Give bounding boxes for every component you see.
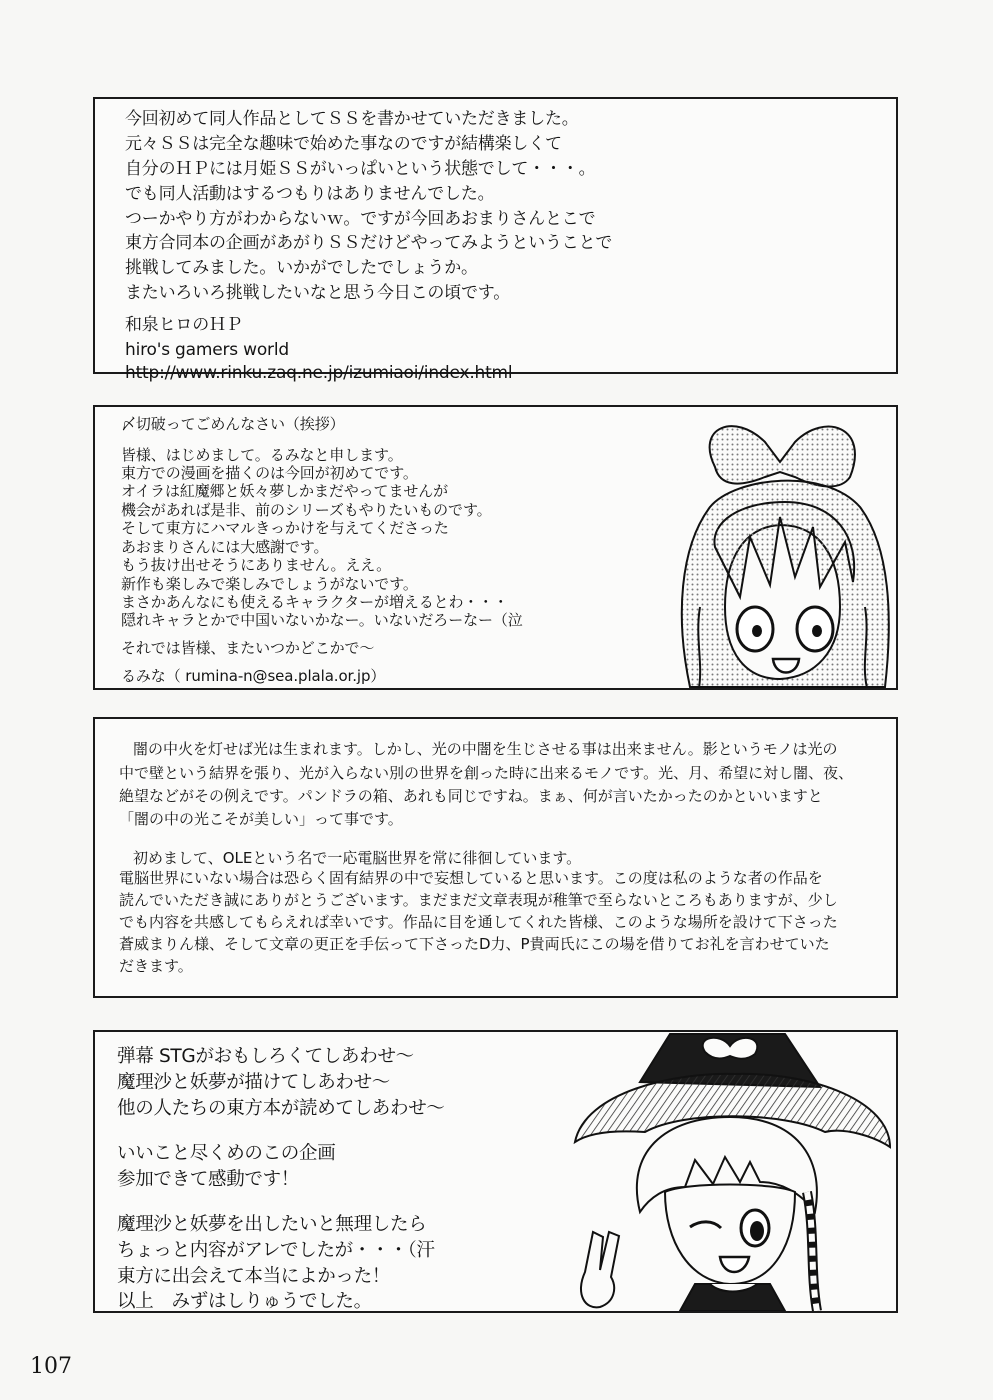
text-line: 以上 みずはしりゅうでした。 <box>117 1291 372 1312</box>
afterword-box-izumi-hiro <box>93 97 898 383</box>
text-line: 皆様、はじめまして。るみなと申します。 <box>121 446 403 464</box>
afterword-box-mizuhashi <box>93 1030 898 1313</box>
text-line: 東方に出会えて本当によかった！ <box>117 1266 391 1287</box>
author-email[interactable]: るみな（ rumina-n@sea.plala.or.jp） <box>121 667 386 685</box>
text-line: オイラは紅魔郷と妖々夢しかまだやってませんが <box>121 482 449 500</box>
text-line: 隠れキャラとかで中国いないかなー。いないだろーなー（泣 <box>121 611 523 629</box>
homepage-title: 和泉ヒロのＨＰ <box>125 315 243 335</box>
text-line: 「闇の中の光こそが美しい」って事です。 <box>119 810 403 828</box>
text-line: 自分のＨＰには月姫ＳＳがいっぱいという状態でして・・・。 <box>125 159 596 179</box>
afterword-box-ole <box>93 717 898 998</box>
text-line: 闇の中火を灯せば光は生まれます。しかし、光の中闇を生じさせる事は出来ません。影というモノは光の <box>133 740 838 758</box>
witch-girl-illustration <box>545 1032 898 1311</box>
text-line: 魔理沙と妖夢を出したいと無理したら <box>117 1214 427 1235</box>
text-line: それでは皆様、またいつかどこかで～ <box>121 639 375 657</box>
text-line: 挑戦してみました。いかがでしたでしょうか。 <box>125 258 478 278</box>
text-line: つーかやり方がわからないｗ。ですが今回あおまりさんとこで <box>125 209 596 229</box>
homepage-url[interactable]: http://www.rinku.zaq.ne.jp/izumiaoi/index.html <box>125 363 513 383</box>
text-line: 東方での漫画を描くのは今回が初めてです。 <box>121 464 418 482</box>
text-line: いいこと尽くめのこの企画 <box>117 1143 336 1164</box>
text-line: だきます。 <box>119 957 193 975</box>
text-line: 他の人たちの東方本が読めてしあわせ～ <box>117 1098 445 1119</box>
text-line: まさかあんなにも使えるキャラクターが増えるとわ・・・ <box>121 593 509 611</box>
text-line: 今回初めて同人作品としてＳＳを書かせていただきました。 <box>125 109 579 129</box>
text-line: 弾幕 STGがおもしろくてしあわせ～ <box>117 1046 414 1067</box>
afterword-box-rumina <box>93 405 898 690</box>
text-line: 読んでいただき誠にありがとうございます。まだまだ文章表現が稚筆で至らないところもありますが、少し <box>119 891 838 909</box>
text-line: 参加できて感動です！ <box>117 1169 300 1190</box>
text-line: 中で壁という結界を張り、光が入らない別の世界を創った時に出来るモノです。光、月、希望に対し闇、夜、 <box>119 764 854 782</box>
text-line: 魔理沙と妖夢が描けてしあわせ～ <box>117 1072 391 1093</box>
text-line: でも同人活動はするつもりはありませんでした。 <box>125 184 495 204</box>
text-line: またいろいろ挑戦したいなと思う今日この頃です。 <box>125 283 511 303</box>
text-line: ちょっと内容がアレでしたが・・・（汗 <box>117 1240 435 1261</box>
text-line: 元々ＳＳは完全な趣味で始めた事なのですが結構楽しくて <box>125 134 562 154</box>
text-line: 初めまして、OLEという名で一応電脳世界を常に徘徊しています。 <box>133 849 582 867</box>
text-line: 〆切破ってごめんなさい（挨拶） <box>121 415 345 433</box>
text-line: 東方合同本の企画があがりＳＳだけどやってみようということで <box>125 233 613 253</box>
girl-illustration <box>655 407 898 688</box>
text-line: あおまりさんには大感謝です。 <box>121 538 329 556</box>
text-line: 絶望などがその例えです。パンドラの箱、あれも同じですね。まぁ、何が言いたかったのかといいますと <box>119 787 823 805</box>
site-name: hiro's gamers world <box>125 340 289 360</box>
text-line: 電脳世界にいない場合は恐らく固有結界の中で妄想していると思います。この度は私のような者の作品を <box>119 869 823 887</box>
text-line: 機会があれば是非、前のシリーズもやりたいものです。 <box>121 501 492 519</box>
page-number: 107 <box>30 1354 72 1379</box>
text-line: 蒼威まりん様、そして文章の更正を手伝って下さったD力、P貴両氏にこの場を借りてお礼を言わせていた <box>119 935 830 953</box>
text-line: 新作も楽しみで楽しみでしょうがないです。 <box>121 575 418 593</box>
text-line: でも内容を共感してもらえれば幸いです。作品に目を通してくれた皆様、このような場所を設けて下さった <box>119 913 838 931</box>
text-line: もう抜け出せそうにありません。ええ。 <box>121 556 392 574</box>
text-line: そして東方にハマルきっかけを与えてくださった <box>121 519 449 537</box>
